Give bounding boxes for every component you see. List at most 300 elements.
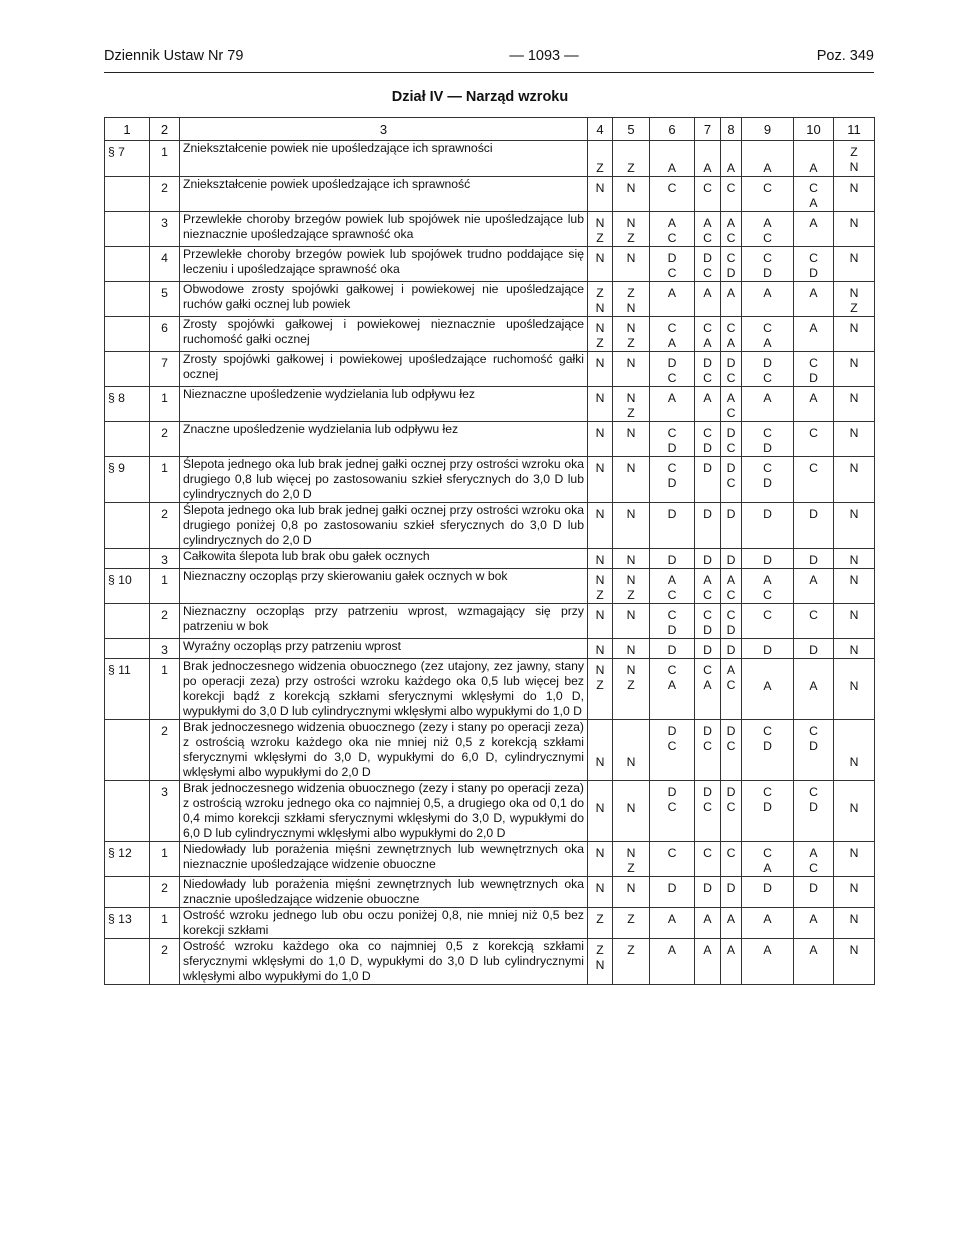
category-value: C xyxy=(763,251,772,265)
category-value: C xyxy=(667,266,677,280)
condition-description: Całkowita ślepota lub brak obu gałek ocznych xyxy=(180,549,588,569)
point-number: 2 xyxy=(150,939,180,985)
category-value: C xyxy=(809,251,818,265)
category-value: N xyxy=(849,846,859,860)
table-row xyxy=(105,908,875,939)
category-value: C xyxy=(667,663,677,677)
category-c10 xyxy=(794,659,834,720)
category-value: D xyxy=(667,476,677,490)
table-row xyxy=(105,177,875,212)
classification-table xyxy=(104,117,875,985)
category-value: C xyxy=(703,739,712,753)
category-c10 xyxy=(794,457,834,503)
category-c7 xyxy=(695,387,721,422)
category-value: N xyxy=(595,181,605,195)
category-value: Z xyxy=(627,912,635,926)
category-value: C xyxy=(703,321,712,335)
category-value: A xyxy=(726,336,736,350)
point-number: 1 xyxy=(150,569,180,604)
category-value: C xyxy=(667,231,677,245)
column-header-3: 3 xyxy=(180,118,588,141)
category-c7 xyxy=(695,659,721,720)
category-c11 xyxy=(834,422,875,457)
category-c6 xyxy=(650,939,695,985)
category-value: D xyxy=(726,724,736,738)
category-value: N xyxy=(595,755,605,769)
category-value: N xyxy=(626,553,636,567)
category-value: A xyxy=(763,679,772,693)
category-value: N xyxy=(595,958,605,972)
category-value: D xyxy=(703,441,712,455)
category-c6 xyxy=(650,352,695,387)
category-value: D xyxy=(763,266,772,280)
category-c6 xyxy=(650,177,695,212)
category-c8 xyxy=(721,720,742,781)
table-row xyxy=(105,422,875,457)
category-c9 xyxy=(742,247,794,282)
category-value: D xyxy=(667,643,677,657)
category-c6 xyxy=(650,659,695,720)
category-c5 xyxy=(613,604,650,639)
category-value: C xyxy=(667,608,677,622)
category-value: C xyxy=(726,321,736,335)
category-c9 xyxy=(742,141,794,177)
category-value: C xyxy=(667,426,677,440)
category-c10 xyxy=(794,387,834,422)
point-number: 4 xyxy=(150,247,180,282)
category-value: N xyxy=(849,608,859,622)
category-value: D xyxy=(726,553,736,567)
category-c4 xyxy=(588,422,613,457)
paragraph-cell xyxy=(105,877,150,908)
category-value: A xyxy=(763,286,772,300)
category-c4 xyxy=(588,908,613,939)
category-c11 xyxy=(834,212,875,247)
category-value: D xyxy=(763,553,772,567)
category-value: C xyxy=(726,588,736,602)
category-c10 xyxy=(794,247,834,282)
category-value: Z xyxy=(596,231,604,245)
category-value: N xyxy=(626,507,636,521)
paragraph-cell xyxy=(105,781,150,842)
paragraph-cell xyxy=(105,720,150,781)
category-value: N xyxy=(595,301,605,315)
category-c6 xyxy=(650,503,695,549)
category-value: N xyxy=(849,801,859,815)
category-value: D xyxy=(809,371,818,385)
point-number: 1 xyxy=(150,659,180,720)
category-value: C xyxy=(809,356,818,370)
category-value: D xyxy=(726,881,736,895)
category-c11 xyxy=(834,141,875,177)
category-c8 xyxy=(721,282,742,317)
category-c6 xyxy=(650,604,695,639)
category-c9 xyxy=(742,212,794,247)
position-number: Poz. 349 xyxy=(816,48,874,64)
category-value: C xyxy=(726,608,736,622)
paragraph-cell: § 13 xyxy=(105,908,150,939)
category-value: D xyxy=(763,476,772,490)
category-value: A xyxy=(763,216,772,230)
category-value: C xyxy=(667,800,677,814)
category-value: Z xyxy=(627,588,635,602)
point-number: 1 xyxy=(150,387,180,422)
category-c7 xyxy=(695,457,721,503)
category-value: N xyxy=(849,643,859,657)
table-row xyxy=(105,212,875,247)
category-c5 xyxy=(613,282,650,317)
category-c7 xyxy=(695,908,721,939)
category-c9 xyxy=(742,549,794,569)
category-value: C xyxy=(703,371,712,385)
category-value: A xyxy=(809,391,818,405)
category-value: N xyxy=(849,286,859,300)
category-c10 xyxy=(794,422,834,457)
category-value: C xyxy=(763,608,772,622)
column-header-1: 1 xyxy=(105,118,150,141)
condition-description: Obwodowe zrosty spojówki gałkowej i powiekowej nie upośledzające ruchów gałki ocznej lub powiek xyxy=(180,282,588,317)
category-c7 xyxy=(695,549,721,569)
category-value: A xyxy=(809,846,818,860)
category-value: D xyxy=(726,461,736,475)
category-value: A xyxy=(809,286,818,300)
category-value: C xyxy=(763,588,772,602)
table-row xyxy=(105,781,875,842)
category-c4 xyxy=(588,549,613,569)
category-c9 xyxy=(742,639,794,659)
category-c5 xyxy=(613,422,650,457)
category-c4 xyxy=(588,842,613,877)
category-c4 xyxy=(588,177,613,212)
column-header-7: 7 xyxy=(695,118,721,141)
category-value: A xyxy=(667,161,677,175)
category-c4 xyxy=(588,387,613,422)
category-value: N xyxy=(626,356,636,370)
category-c4 xyxy=(588,212,613,247)
category-value: A xyxy=(667,286,677,300)
category-c11 xyxy=(834,842,875,877)
category-value: C xyxy=(667,461,677,475)
point-number: 3 xyxy=(150,639,180,659)
category-value: N xyxy=(595,321,605,335)
category-value: D xyxy=(703,881,712,895)
point-number: 1 xyxy=(150,842,180,877)
paragraph-cell xyxy=(105,939,150,985)
category-c9 xyxy=(742,282,794,317)
category-value: N xyxy=(849,573,859,587)
category-value: N xyxy=(626,881,636,895)
category-value: A xyxy=(703,391,712,405)
category-c11 xyxy=(834,908,875,939)
category-value: C xyxy=(726,678,736,692)
category-c5 xyxy=(613,939,650,985)
category-c10 xyxy=(794,908,834,939)
category-c4 xyxy=(588,939,613,985)
category-c6 xyxy=(650,549,695,569)
category-value: C xyxy=(703,663,712,677)
category-value: A xyxy=(763,861,772,875)
table-row xyxy=(105,503,875,549)
category-value: D xyxy=(763,643,772,657)
category-c4 xyxy=(588,877,613,908)
condition-description: Brak jednoczesnego widzenia obuocznego (zez utajony, zez jawny, stany po operacji zeza) przy ostrości wzroku każdego oka 0,5 lub więcej bez korekcji bądź z korekcją szkłami sferycznymi wklęsłymi do 1,0 D, wypukłymi do 3,0 D lub cylindrycznymi wklęsłymi albo wypukłymi do 1,0 D xyxy=(180,659,588,720)
category-c5 xyxy=(613,639,650,659)
category-value: C xyxy=(726,739,736,753)
category-value: D xyxy=(763,441,772,455)
category-c8 xyxy=(721,908,742,939)
category-value: N xyxy=(626,181,636,195)
condition-description: Ostrość wzroku każdego oka co najmniej 0,5 z korekcją szkłami sferycznymi wklęsłymi do 1,0 D, wypukłymi do 3,0 D lub cylindrycznymi wklęsłymi albo wypukłymi do 1,0 D xyxy=(180,939,588,985)
category-c10 xyxy=(794,720,834,781)
category-c11 xyxy=(834,352,875,387)
category-c8 xyxy=(721,352,742,387)
category-c11 xyxy=(834,639,875,659)
category-value: A xyxy=(667,912,677,926)
category-c10 xyxy=(794,842,834,877)
paragraph-cell: § 7 xyxy=(105,141,150,177)
category-value: C xyxy=(809,461,818,475)
category-c5 xyxy=(613,212,650,247)
category-value: C xyxy=(667,371,677,385)
point-number: 2 xyxy=(150,177,180,212)
category-value: A xyxy=(726,286,736,300)
category-value: N xyxy=(626,426,636,440)
category-value: D xyxy=(763,507,772,521)
category-c5 xyxy=(613,503,650,549)
category-value: C xyxy=(763,846,772,860)
category-c5 xyxy=(613,569,650,604)
category-c10 xyxy=(794,141,834,177)
condition-description: Ślepota jednego oka lub brak jednej gałki ocznej przy ostrości wzroku oka drugiego poniżej 0,8 po zastosowaniu szkieł sferycznych do 3,0 D lub cylindrycznych do 2,0 D xyxy=(180,503,588,549)
category-value: N xyxy=(626,391,636,405)
category-c11 xyxy=(834,659,875,720)
category-c5 xyxy=(613,781,650,842)
point-number: 3 xyxy=(150,212,180,247)
category-c7 xyxy=(695,422,721,457)
category-value: Z xyxy=(627,943,635,957)
category-value: D xyxy=(809,739,818,753)
category-value: C xyxy=(703,181,712,195)
category-c11 xyxy=(834,387,875,422)
column-header-9: 9 xyxy=(742,118,794,141)
category-value: A xyxy=(667,943,677,957)
category-value: D xyxy=(667,507,677,521)
condition-description: Brak jednoczesnego widzenia obuocznego (zezy i stany po operacji zeza) z ostrością wzroku każdego oka nie mniej niż 0,5 z korekcją szkłami sferycznymi wklęsłymi do 3,0 D, wypukłymi do 6,0 D, cylindrycznymi wklęsłymi albo wypukłymi do 2,0 D xyxy=(180,720,588,781)
category-value: Z xyxy=(596,678,604,692)
condition-description: Nieznaczne upośledzenie wydzielania lub odpływu łez xyxy=(180,387,588,422)
category-c4 xyxy=(588,720,613,781)
category-c10 xyxy=(794,549,834,569)
condition-description: Zniekształcenie powiek nie upośledzające ich sprawności xyxy=(180,141,588,177)
category-c5 xyxy=(613,842,650,877)
category-c4 xyxy=(588,659,613,720)
category-value: N xyxy=(595,461,605,475)
category-value: N xyxy=(849,943,859,957)
condition-description: Ostrość wzroku jednego lub obu oczu poniżej 0,8, nie mniej niż 0,5 bez korekcji szkłami xyxy=(180,908,588,939)
category-value: D xyxy=(809,881,818,895)
category-value: C xyxy=(763,724,772,738)
category-c6 xyxy=(650,908,695,939)
column-header-10: 10 xyxy=(794,118,834,141)
category-value: N xyxy=(849,160,859,174)
paragraph-cell xyxy=(105,317,150,352)
category-value: D xyxy=(763,739,772,753)
point-number: 2 xyxy=(150,720,180,781)
category-c10 xyxy=(794,503,834,549)
condition-description: Zniekształcenie powiek upośledzające ich sprawność xyxy=(180,177,588,212)
category-value: D xyxy=(667,356,677,370)
category-c9 xyxy=(742,781,794,842)
category-value: C xyxy=(726,251,736,265)
category-value: Z xyxy=(596,588,604,602)
category-value: A xyxy=(763,336,772,350)
category-value: N xyxy=(849,679,859,693)
category-c9 xyxy=(742,908,794,939)
page-number: — 1093 — xyxy=(509,48,579,64)
category-value: N xyxy=(626,846,636,860)
category-value: D xyxy=(726,643,736,657)
paragraph-cell xyxy=(105,549,150,569)
paragraph-cell xyxy=(105,422,150,457)
category-value: N xyxy=(626,755,636,769)
category-c9 xyxy=(742,503,794,549)
category-c9 xyxy=(742,569,794,604)
table-row xyxy=(105,549,875,569)
category-value: C xyxy=(703,588,712,602)
table-row xyxy=(105,877,875,908)
category-value: C xyxy=(667,739,677,753)
category-value: N xyxy=(849,881,859,895)
category-value: A xyxy=(703,573,712,587)
category-c8 xyxy=(721,781,742,842)
category-c7 xyxy=(695,569,721,604)
category-value: C xyxy=(809,426,818,440)
category-value: N xyxy=(626,461,636,475)
category-c8 xyxy=(721,177,742,212)
category-value: D xyxy=(667,251,677,265)
category-value: N xyxy=(626,663,636,677)
category-c5 xyxy=(613,720,650,781)
category-value: N xyxy=(849,507,859,521)
category-c11 xyxy=(834,503,875,549)
category-value: C xyxy=(809,785,818,799)
category-c5 xyxy=(613,908,650,939)
table-row xyxy=(105,282,875,317)
category-c7 xyxy=(695,352,721,387)
category-value: D xyxy=(726,266,736,280)
paragraph-cell xyxy=(105,639,150,659)
condition-description: Brak jednoczesnego widzenia obuocznego (zezy i stany po operacji zeza) z ostrością wzroku jednego oka co najmniej 0,5, a drugiego oka od 0,1 do 0,4 mimo korekcji szkłami sferycznymi wklęsłymi do 3,0 D, wypukłymi do 6,0 D lub cylindrycznymi wklęsłymi albo wypukłymi do 2,0 D xyxy=(180,781,588,842)
category-c9 xyxy=(742,352,794,387)
category-value: D xyxy=(703,356,712,370)
category-c10 xyxy=(794,352,834,387)
category-value: A xyxy=(703,336,712,350)
point-number: 5 xyxy=(150,282,180,317)
category-c8 xyxy=(721,604,742,639)
table-row xyxy=(105,604,875,639)
point-number: 2 xyxy=(150,422,180,457)
category-c11 xyxy=(834,877,875,908)
category-value: Z xyxy=(596,943,604,957)
category-c8 xyxy=(721,549,742,569)
category-value: A xyxy=(809,321,818,335)
category-c9 xyxy=(742,720,794,781)
category-value: N xyxy=(626,301,636,315)
category-c5 xyxy=(613,247,650,282)
category-value: C xyxy=(667,321,677,335)
category-value: C xyxy=(809,861,818,875)
category-value: D xyxy=(703,251,712,265)
category-c7 xyxy=(695,604,721,639)
paragraph-cell xyxy=(105,503,150,549)
category-value: N xyxy=(626,643,636,657)
category-value: D xyxy=(667,881,677,895)
category-value: D xyxy=(667,553,677,567)
header-row xyxy=(105,118,875,141)
category-value: N xyxy=(849,321,859,335)
category-value: D xyxy=(763,800,772,814)
paragraph-cell: § 10 xyxy=(105,569,150,604)
category-c11 xyxy=(834,317,875,352)
table-row xyxy=(105,352,875,387)
category-value: C xyxy=(726,846,736,860)
category-c8 xyxy=(721,842,742,877)
category-c4 xyxy=(588,781,613,842)
point-number: 2 xyxy=(150,503,180,549)
category-c8 xyxy=(721,639,742,659)
category-value: A xyxy=(703,678,712,692)
category-c6 xyxy=(650,317,695,352)
category-c7 xyxy=(695,317,721,352)
category-c6 xyxy=(650,387,695,422)
table-row xyxy=(105,569,875,604)
category-c6 xyxy=(650,141,695,177)
point-number: 1 xyxy=(150,908,180,939)
category-value: N xyxy=(626,608,636,622)
category-c4 xyxy=(588,604,613,639)
category-value: N xyxy=(849,426,859,440)
category-value: A xyxy=(763,912,772,926)
category-value: N xyxy=(849,356,859,370)
category-value: N xyxy=(849,391,859,405)
category-value: D xyxy=(703,785,712,799)
category-c7 xyxy=(695,781,721,842)
category-c10 xyxy=(794,317,834,352)
category-value: C xyxy=(763,461,772,475)
category-value: C xyxy=(726,441,736,455)
category-c11 xyxy=(834,282,875,317)
paragraph-cell xyxy=(105,212,150,247)
category-c4 xyxy=(588,141,613,177)
point-number: 1 xyxy=(150,141,180,177)
category-value: Z xyxy=(596,336,604,350)
column-header-6: 6 xyxy=(650,118,695,141)
category-value: C xyxy=(667,181,677,195)
table-row xyxy=(105,457,875,503)
category-c11 xyxy=(834,457,875,503)
category-c6 xyxy=(650,842,695,877)
category-value: N xyxy=(595,251,605,265)
category-value: Z xyxy=(627,678,635,692)
category-value: A xyxy=(809,573,818,587)
paragraph-cell xyxy=(105,247,150,282)
category-value: A xyxy=(667,336,677,350)
condition-description: Wyraźny oczopląs przy patrzeniu wprost xyxy=(180,639,588,659)
category-c11 xyxy=(834,247,875,282)
category-value: D xyxy=(703,623,712,637)
category-value: N xyxy=(595,216,605,230)
category-value: A xyxy=(809,196,818,210)
